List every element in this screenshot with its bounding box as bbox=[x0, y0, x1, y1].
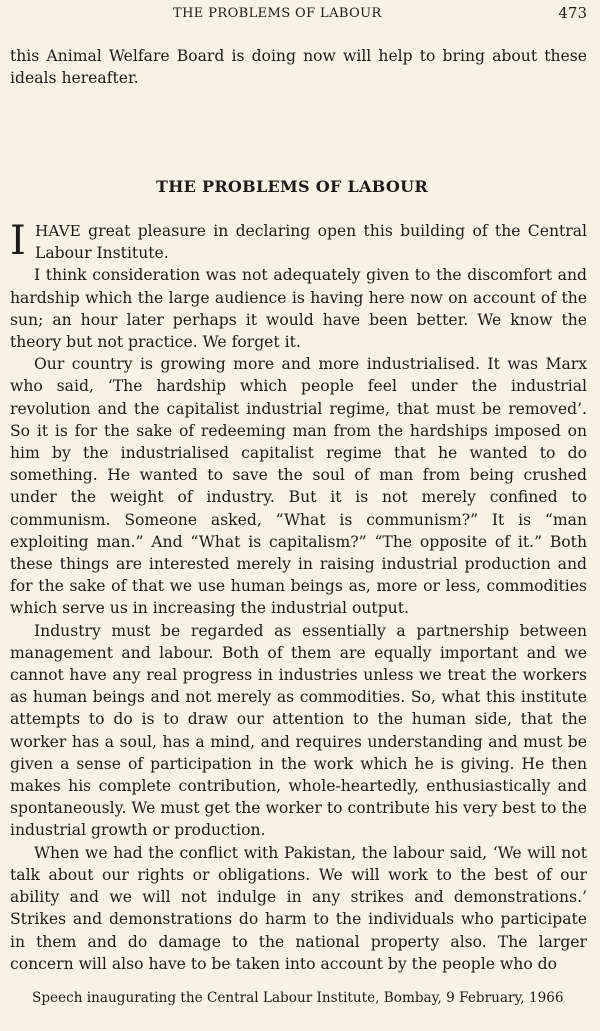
footnote: Speech inaugurating the Central Labour Institute, Bombay, 9 February, 1966 bbox=[32, 990, 564, 1006]
article-title: THE PROBLEMS OF LABOUR bbox=[156, 177, 428, 196]
opening-paragraph bbox=[10, 220, 587, 264]
opening-paragraph-text: great pleasure in declaring open this building of the Central Labour Institute. bbox=[35, 222, 587, 263]
body-paragraph: Our country is growing more and more industrialised. It was Marx who said, ‘The hardship which people feel under the industrial revolution and the capitalist industrial regime, that must be removed’. So it is for the sake of redeeming man from the hardships imposed on him by the industrialised capitalist regime that he wanted to do something. He wanted to save the soul of man from being crushed under the weight of industry. But it is not merely confined to communism. Someone asked, “What is communism?” It is “man exploiting man.” And “What is capitalism?” “The opposite of it.” Both these things are interested merely in raising industrial production and for the sake of that we use human beings as, more or less, commodities which serve us in increasing the industrial output. bbox=[10, 355, 587, 618]
page-number: 473 bbox=[558, 4, 587, 22]
opening-small-caps: HAVE bbox=[35, 222, 81, 240]
drop-cap: I bbox=[10, 218, 26, 264]
body-paragraph: I think consideration was not adequately given to the discomfort and hardship which the large audience is having here now on account of the sun; an hour later perhaps it would have been better. We know the theory but not practice. We forget it. bbox=[10, 266, 587, 352]
body-paragraph: When we had the conflict with Pakistan, the labour said, ‘We will not talk about our rights or obligations. We will work to the best of our ability and we will not indulge in any strikes and demonstrations.’ Strikes and demonstrations do harm to the individuals who participate in them and do damage to the national property also. The larger concern will also have to be taken into account by the people who do bbox=[10, 843, 587, 973]
previous-article-ending: this Animal Welfare Board is doing now will help to bring about these ideals hereafter. bbox=[10, 47, 587, 88]
body-paragraph: Industry must be regarded as essentially a partnership between management and labour. Both of them are equally important and we cannot have any real progress in industries unless we treat the workers as human beings and not merely as commodities. So, what this institute attempts to do is to draw our attention to the human side, that the worker has a soul, has a mind, and requires understanding and must be given a sense of participation in the work which he is giving. He then makes his complete contribution, whole-heartedly, enthusiastically and spontaneously. We must get the worker to contribute his very best to the industrial growth or production. bbox=[10, 621, 587, 840]
article-body bbox=[10, 220, 587, 975]
running-title: THE PROBLEMS OF LABOUR bbox=[173, 6, 382, 21]
running-header bbox=[0, 6, 600, 26]
